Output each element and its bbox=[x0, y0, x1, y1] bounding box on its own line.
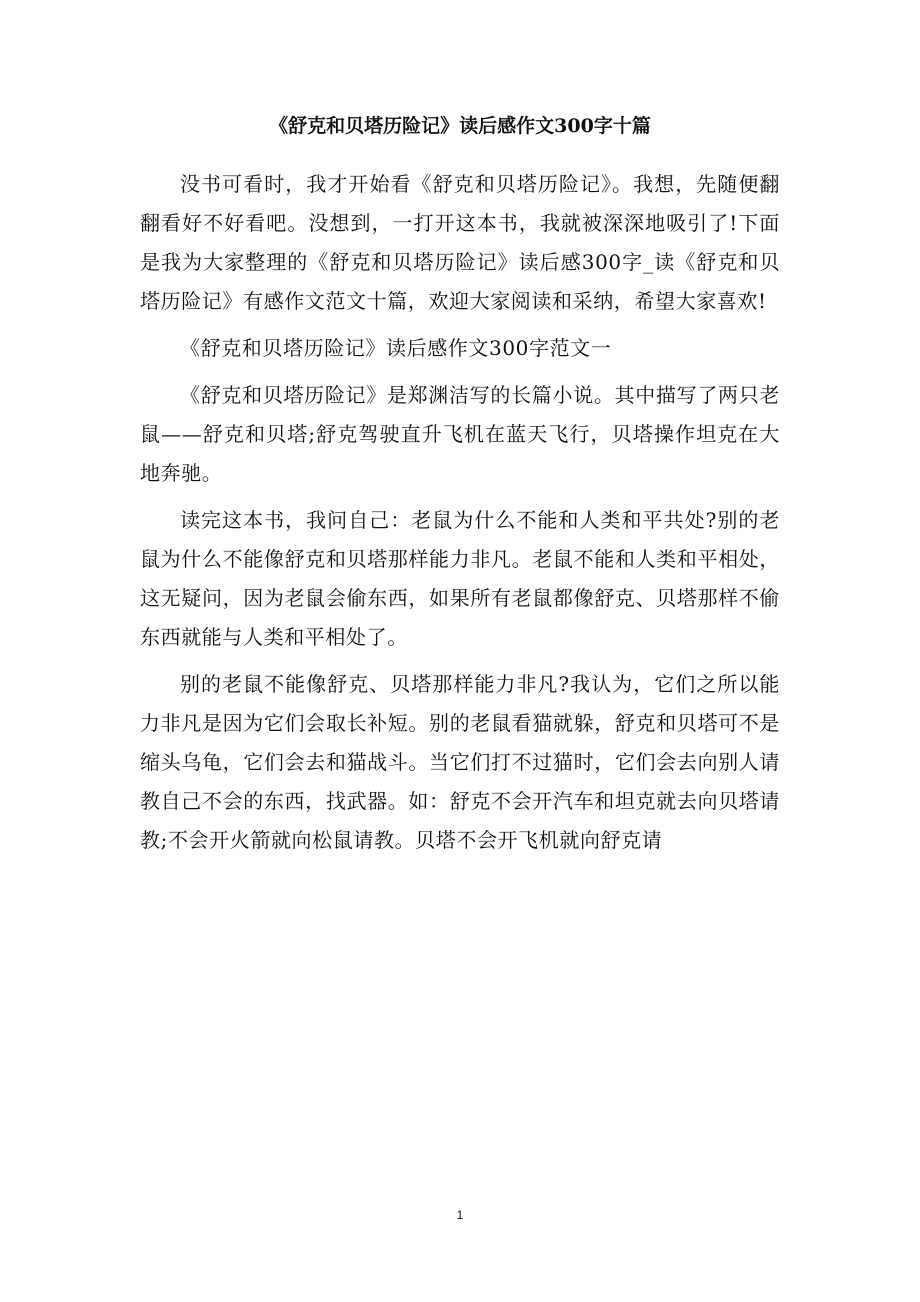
paragraph-reason: 别的老鼠不能像舒克、贝塔那样能力非凡?我认为，它们之所以能力非凡是因为它们会取长补短。别的老鼠看猫就躲，舒克和贝塔可不是缩头乌龟，它们会去和猫战斗。当它们打不过猫时，它们会去向别人请教自己不会的东西，找武器。如：舒克不会开汽车和坦克就去向贝塔请教;不会开火箭就向松鼠请教。贝塔不会开飞机就向舒克请 bbox=[140, 672, 780, 852]
paragraph-subheading: 《舒克和贝塔历险记》读后感作文300字范文一 bbox=[180, 336, 612, 360]
document-title: 《舒克和贝塔历险记》读后感作文300字十篇 bbox=[269, 115, 651, 137]
paragraph-intro: 没书可看时，我才开始看《舒克和贝塔历险记》。我想，先随便翻翻看好不好看吧。没想到，一打开这本书，我就被深深地吸引了!下面是我为大家整理的《舒克和贝塔历险记》读后感300字_读《舒克和贝塔历险记》有感作文范文十篇，欢迎大家阅读和采纳，希望大家喜欢! bbox=[140, 172, 780, 313]
paragraph-question: 读完这本书，我问自己：老鼠为什么不能和人类和平共处?别的老鼠为什么不能像舒克和贝塔那样能力非凡。老鼠不能和人类和平相处，这无疑问，因为老鼠会偷东西，如果所有老鼠都像舒克、贝塔那样不偷东西就能与人类和平相处了。 bbox=[140, 508, 780, 649]
document-body bbox=[140, 165, 780, 860]
paragraph-book-summary: 《舒克和贝塔历险记》是郑渊洁写的长篇小说。其中描写了两只老鼠——舒克和贝塔;舒克驾驶直升飞机在蓝天飞行，贝塔操作坦克在大地奔驰。 bbox=[140, 383, 780, 485]
page-number: 1 bbox=[456, 1208, 464, 1222]
